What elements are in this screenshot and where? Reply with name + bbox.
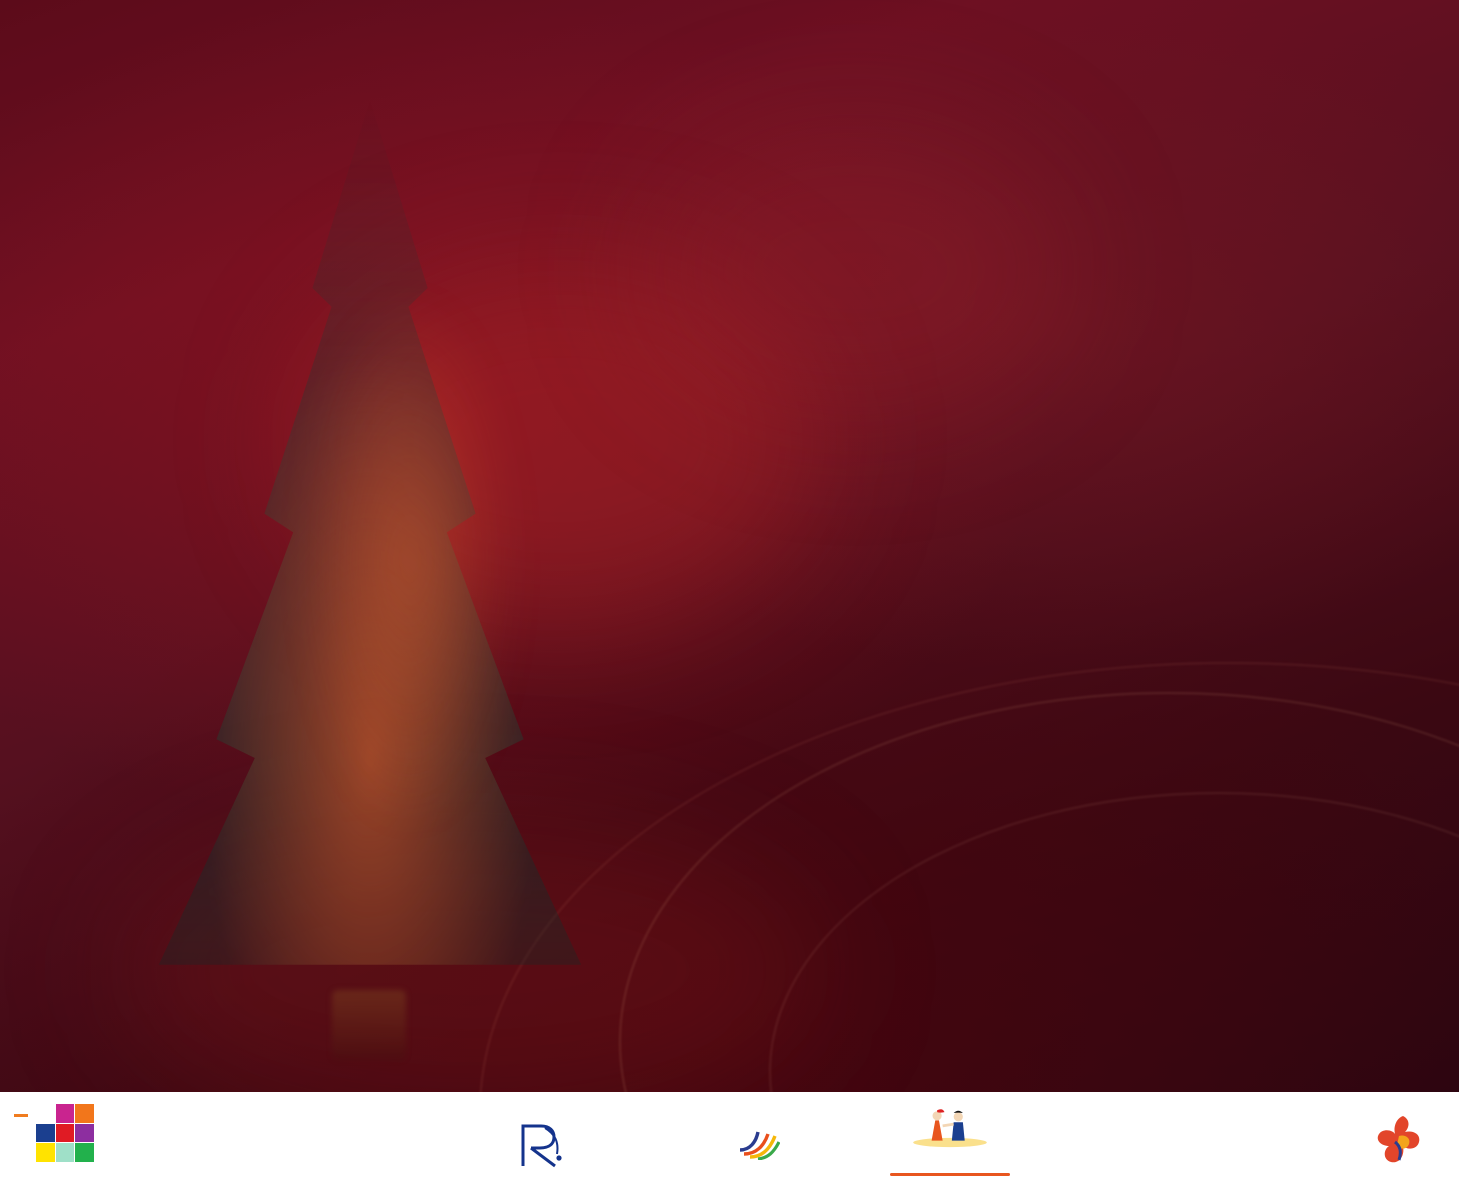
free-entry-vertical-block bbox=[58, 20, 188, 460]
main-text-column bbox=[600, 22, 1440, 80]
mdk-color-squares-icon bbox=[36, 1104, 94, 1162]
politechnika-emblem-icon bbox=[515, 1120, 567, 1172]
footer-logo-bar bbox=[0, 1092, 1459, 1200]
rdk-logo bbox=[730, 1120, 780, 1160]
rzeszowianka-logo bbox=[890, 1102, 1010, 1178]
rzeszowianka-dancers-icon bbox=[890, 1102, 1010, 1148]
partners-block bbox=[290, 1104, 500, 1112]
performers-block bbox=[875, 1100, 1025, 1178]
mdk-logo-badge bbox=[14, 1114, 28, 1117]
rdk-swoosh-icon bbox=[736, 1120, 780, 1160]
tree-glow bbox=[260, 180, 560, 940]
politechnika-rzeszowska-logo bbox=[515, 1120, 575, 1172]
tree-trunk bbox=[332, 990, 406, 1060]
organizer-block bbox=[14, 1100, 244, 1162]
karpaty-logo-icon bbox=[1365, 1112, 1441, 1186]
mdk-logo bbox=[14, 1104, 244, 1162]
rzeszowianka-logo-name bbox=[890, 1173, 1010, 1176]
